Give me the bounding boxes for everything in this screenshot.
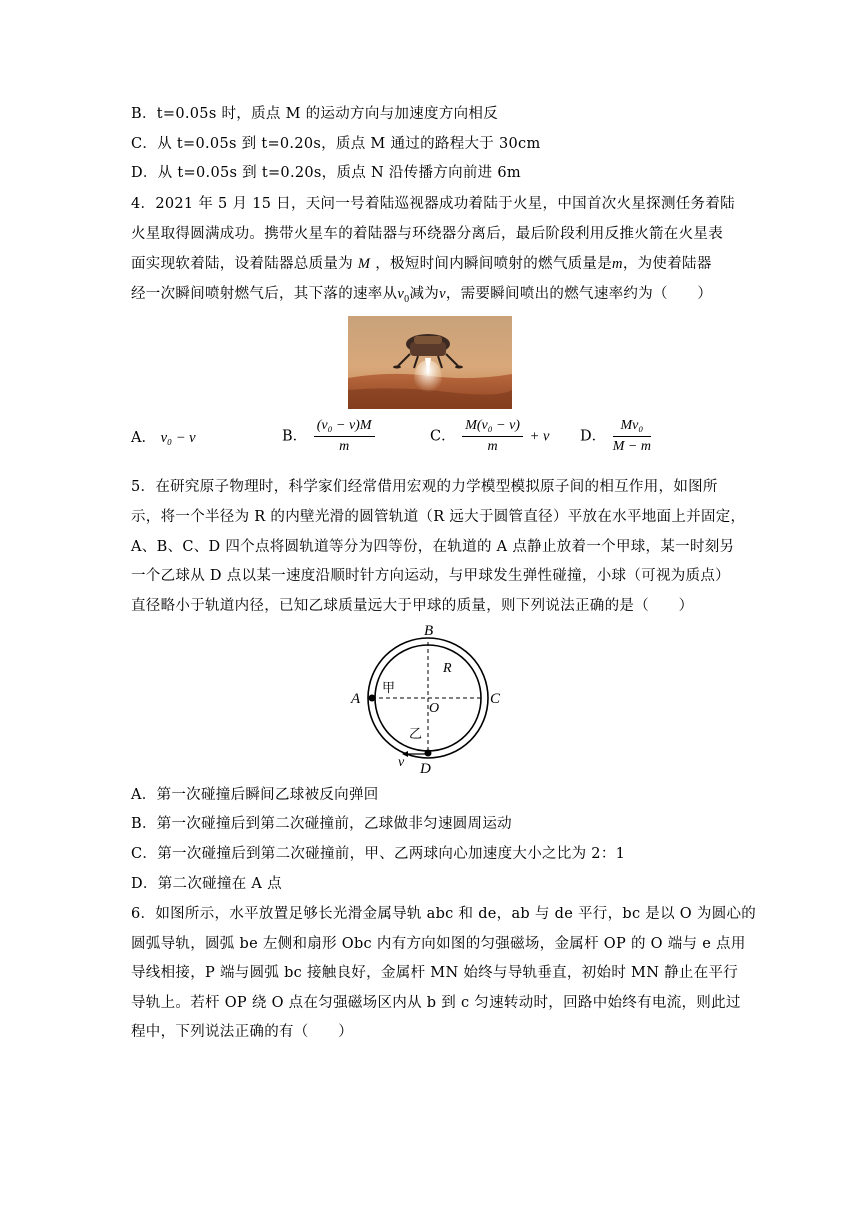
- q4-option-b-denominator: m: [339, 439, 350, 454]
- q4-option-a: [131, 428, 196, 448]
- q4-option-a-expr: v₀ − v: [160, 430, 196, 446]
- label-v: v: [398, 755, 405, 770]
- mars-lander-photo: [348, 316, 512, 409]
- q4-option-c-denominator: m: [487, 439, 498, 454]
- q4-option-d-label: D．: [580, 428, 607, 445]
- q4-option-c-numerator: M(v₀ − v): [462, 417, 523, 437]
- ball-yi: [425, 750, 432, 757]
- q4-line-4b: 减为: [409, 286, 440, 302]
- q4-option-b-label: B．: [282, 428, 308, 445]
- q4-option-b: [282, 417, 377, 456]
- q5-option-c: C．第一次碰撞后到第二次碰撞前，甲、乙两球向心加速度大小之比为 2：1: [131, 846, 626, 862]
- label-c: C: [490, 691, 501, 707]
- q4-line-4c: ，需要瞬间喷出的燃气速率约为（ ）: [445, 286, 713, 302]
- q6-line-1: 6．如图所示，水平放置足够长光滑金属导轨 abc 和 de，ab 与 de 平行，bc 是以 O 为圆心的: [131, 906, 757, 922]
- q5-line-1: 5．在研究原子物理时，科学家们经常借用宏观的力学模型模拟原子间的相互作用，如图所: [131, 479, 718, 495]
- q5-line-4: 一个乙球从 D 点以某一速度沿顺时针方向运动，与甲球发生弹性碰撞，小球（可视为质点）: [131, 568, 730, 584]
- q4-option-d-fraction: [613, 417, 651, 456]
- q4-line-1: 4．2021 年 5 月 15 日，天问一号着陆巡视器成功着陆于火星，中国首次火星探测任务着陆: [131, 196, 735, 212]
- q4-line-3: [131, 254, 712, 274]
- q4-option-a-label: A．: [131, 430, 156, 446]
- q5-line-3: A、B、C、D 四个点将圆轨道等分为四等份，在轨道的 A 点静止放着一个甲球，某一时刻另: [131, 539, 735, 555]
- q3-option-d: D．从 t=0.05s 到 t=0.20s，质点 N 沿传播方向前进 6m: [131, 165, 521, 181]
- var-v: v: [439, 286, 446, 302]
- label-jia: 甲: [382, 680, 396, 695]
- label-r: R: [443, 661, 452, 676]
- q4-option-c-fraction: [462, 417, 523, 456]
- q6-line-4: 导轨上。若杆 OP 绕 O 点在匀强磁场区内从 b 到 c 匀速转动时，回路中始终有电流，则此过: [131, 995, 741, 1011]
- q4-line-4a: 经一次瞬间喷射燃气后，其下落的速率从: [131, 286, 398, 302]
- q5-option-b: B．第一次碰撞后到第二次碰撞前，乙球做非匀速圆周运动: [131, 816, 512, 832]
- ball-jia: [369, 695, 376, 702]
- q6-line-3: 导线相接，P 端与圆弧 bc 接触良好，金属杆 MN 始终与导轨垂直，初始时 MN 静止在平行: [131, 965, 739, 981]
- q5-line-5: 直径略小于轨道内径，已知乙球质量远大于甲球的质量，则下列说法正确的是（ ）: [131, 598, 694, 614]
- var-v0: $v_0$: [397, 286, 410, 305]
- q6-line-2: 圆弧导轨，圆弧 be 左侧和扇形 Obc 内有方向如图的匀强磁场，金属杆 OP 的 O 端与 e 点用: [131, 936, 746, 952]
- q4-line-2: 火星取得圆满成功。携带火星车的着陆器与环绕器分离后，最后阶段利用反推火箭在火星表: [131, 226, 723, 242]
- label-d: D: [420, 761, 431, 777]
- q4-option-c-tail: + v: [529, 428, 550, 445]
- label-o: O: [429, 701, 440, 716]
- q4-option-b-fraction: [314, 417, 375, 456]
- q4-line-3a: 面实现软着陆，设着陆器总质量为: [131, 256, 353, 272]
- q3-option-b: B．t=0.05s 时，质点 M 的运动方向与加速度方向相反: [131, 106, 499, 122]
- q4-option-c-label: C．: [430, 428, 456, 445]
- q4-line-3c: ，为使着陆器: [622, 256, 712, 272]
- q4-line-3b: ，极短时间内瞬间喷射的燃气质量是: [375, 256, 613, 272]
- q6-line-5: 程中，下列说法正确的有（ ）: [131, 1024, 353, 1040]
- q5-option-d: D．第二次碰撞在 A 点: [131, 876, 282, 892]
- q4-option-c: [430, 417, 549, 456]
- label-b: B: [424, 623, 434, 639]
- q4-option-d: [580, 417, 653, 456]
- circular-track-diagram: [340, 620, 520, 780]
- q5-line-2: 示，将一个半径为 R 的内壁光滑的圆管轨道（R 远大于圆管直径）平放在水平地面上并固定，: [131, 509, 746, 525]
- q4-option-b-numerator: (v₀ − v)M: [314, 417, 375, 437]
- q5-option-a: A．第一次碰撞后瞬间乙球被反向弹回: [131, 787, 379, 803]
- q4-option-d-denominator: M − m: [612, 439, 651, 454]
- label-yi: 乙: [409, 726, 423, 741]
- q4-option-d-numerator: Mv₀: [613, 417, 651, 437]
- var-M: M: [357, 256, 371, 272]
- var-m: m: [612, 256, 623, 272]
- label-a: A: [351, 691, 361, 707]
- q4-line-4: [131, 284, 712, 310]
- q3-option-c: C．从 t=0.05s 到 t=0.20s，质点 M 通过的路程大于 30cm: [131, 136, 541, 152]
